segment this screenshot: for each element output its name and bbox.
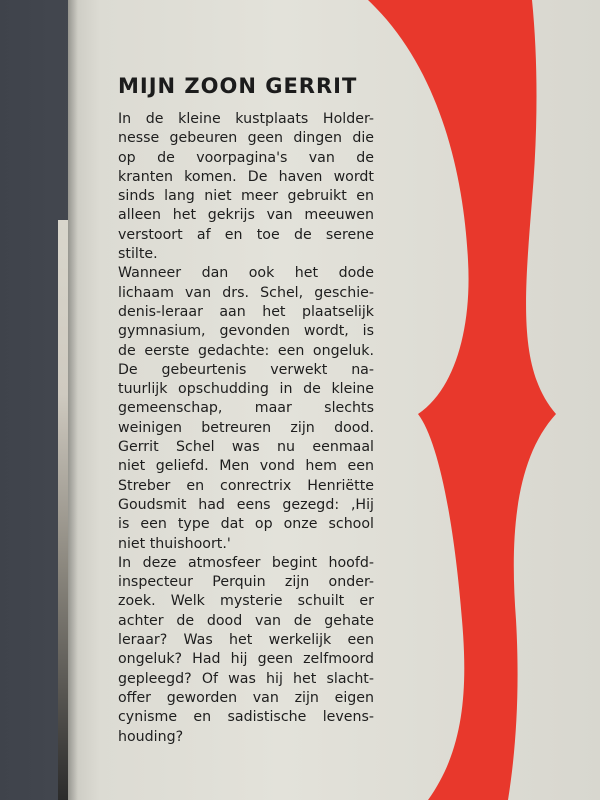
blurb-line: leraar? Was het werkelijk een xyxy=(118,632,374,649)
book-back-cover xyxy=(68,0,600,800)
blurb-line: op de voorpagina's van de xyxy=(118,149,374,166)
blurb-line: sinds lang niet meer gebruikt en xyxy=(118,188,374,205)
blurb-line: De gebeurtenis verwekt na- xyxy=(118,361,374,378)
book-title: MIJN ZOON GERRIT xyxy=(118,74,358,98)
blurb-line: is een type dat op onze school xyxy=(118,516,374,533)
blurb-line: gemeenschap, maar slechts xyxy=(118,400,374,417)
blurb-line: niet geliefd. Men vond hem een xyxy=(118,458,374,475)
blurb-line: gepleegd? Of was hij het slacht- xyxy=(118,670,374,687)
blurb-line: cynisme en sadistische levens- xyxy=(118,709,374,726)
blurb-line: zoek. Welk mysterie schuilt er xyxy=(118,593,374,610)
blurb-line: lichaam van drs. Schel, geschie- xyxy=(118,284,374,301)
blurb-line: Wanneer dan ook het dode xyxy=(118,265,374,282)
blurb-line: de eerste gedachte: een ongeluk. xyxy=(118,342,374,359)
blurb-line: In de kleine kustplaats Holder- xyxy=(118,111,374,127)
blurb-line: niet thuishoort.' xyxy=(118,535,231,552)
blurb-line: houding? xyxy=(118,728,184,745)
blurb-line: weinigen betreuren zijn dood. xyxy=(118,419,374,436)
blurb-line: nesse gebeuren geen dingen die xyxy=(118,130,374,147)
blurb-line: Streber en conrectrix Henriëtte xyxy=(118,477,374,494)
blurb-line: achter de dood van de gehate xyxy=(118,612,374,629)
blurb-line: offer geworden van zijn eigen xyxy=(118,689,374,706)
blurb-line: verstoort af en toe de serene xyxy=(118,226,374,243)
blurb-line: gymnasium, gevonden wordt, is xyxy=(118,323,374,340)
book-blurb xyxy=(118,110,374,747)
blurb-line: inspecteur Perquin zijn onder- xyxy=(118,574,374,591)
blurb-line: stilte. xyxy=(118,246,158,263)
blurb-line: Goudsmit had eens gezegd: ‚Hij xyxy=(118,496,374,513)
blurb-line: ongeluk? Had hij geen zelfmoord xyxy=(118,651,374,668)
blurb-line: tuurlijk opschudding in de kleine xyxy=(118,381,374,398)
blurb-line: In deze atmosfeer begint hoofd- xyxy=(118,554,374,571)
blurb-line: alleen het gekrijs van meeuwen xyxy=(118,207,374,224)
blurb-line: Gerrit Schel was nu eenmaal xyxy=(118,439,374,456)
blurb-line: kranten komen. De haven wordt xyxy=(118,168,374,185)
blurb-line: denis-leraar aan het plaatselijk xyxy=(118,303,374,320)
brace-shape xyxy=(368,0,556,800)
